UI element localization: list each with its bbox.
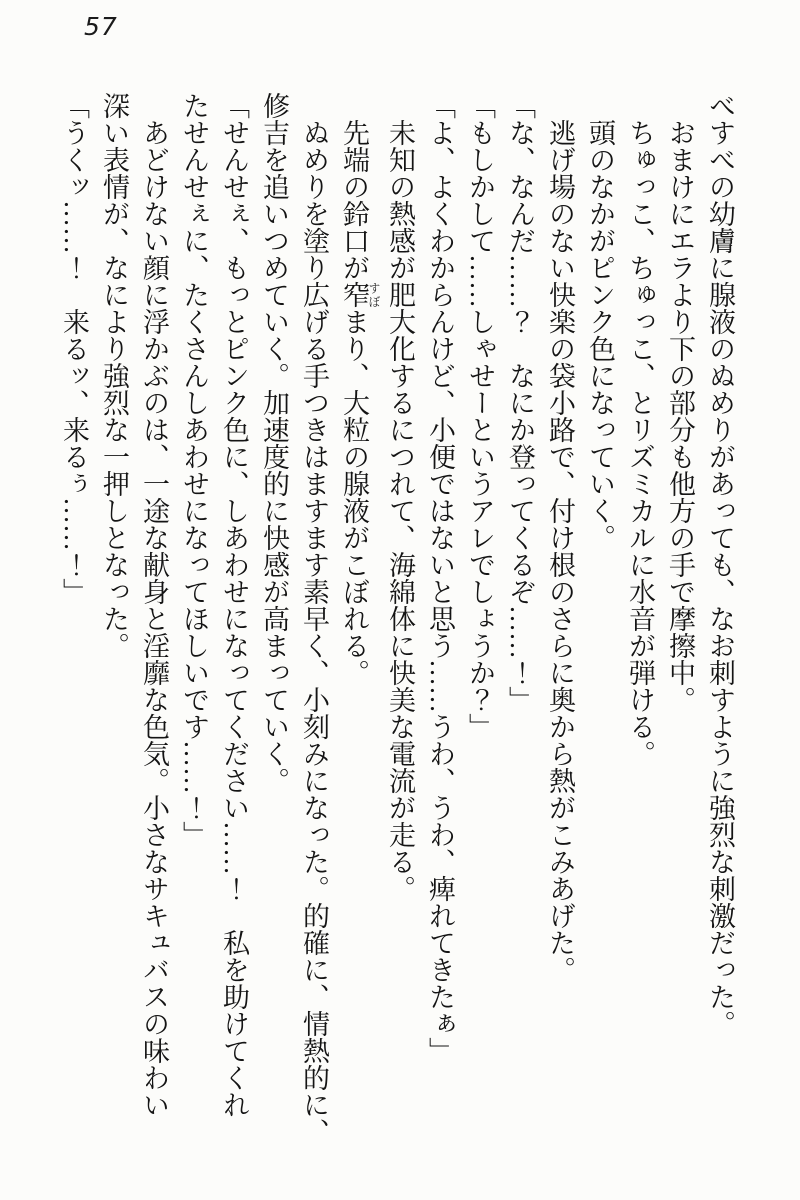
page-number: 57 xyxy=(84,12,118,41)
text-column: べすべの幼膚に腺液のぬめりがあっても、なお刺すように強烈な刺激だった。 xyxy=(705,92,735,1037)
text-column: 「な、なんだ……？ なにか登ってくるぞ……！」 xyxy=(505,92,535,713)
text-column: 「よ、よくわからんけど、小便ではないと思う……うわ、うわ、痺れてきたぁ」 xyxy=(425,92,455,1064)
text-column: 「せんせぇ、もっとピンク色に、しあわせになってください……！ 私を助けてくれ xyxy=(219,92,249,1118)
text-column: おまけにエラより下の部分も他方の手で摩擦中。 xyxy=(665,119,695,713)
text-column: あどけない顔に浮かぶのは、一途な献身と淫靡な色気。小さなサキュバスの味わい xyxy=(139,119,169,1118)
text-column: 「もしかして……しゃせーというアレでしょうか？」 xyxy=(465,92,495,740)
text-column: たせんせぇに、たくさんしあわせになってほしいです……！」 xyxy=(179,92,209,848)
text-column: 深い表情が、なにより強烈な一押しとなった。 xyxy=(99,92,129,659)
text-column: 未知の熱感が肥大化するにつれて、海綿体に快美な電流が走る。 xyxy=(385,119,415,902)
text-column: ぬめりを塗り広げる手つきはますます素早く、小刻みになった。的確に、情熱的に、 xyxy=(299,119,329,1145)
text-block xyxy=(54,92,740,1162)
text-column: 「うくッ……！ 来るッ、来るぅ……！」 xyxy=(59,92,89,605)
text-column: 先端の鈴口が窄すぼまり、大粒の腺液がこぼれる。 xyxy=(339,119,381,686)
text-column: 修吉を追いつめていく。加速度的に快感が高まっていく。 xyxy=(259,92,289,794)
ruby-annotated-text: 窄すぼ xyxy=(339,281,381,308)
text-column: 頭のなかがピンク色になっていく。 xyxy=(585,119,615,551)
text-column: 逃げ場のない快楽の袋小路で、付け根のさらに奥から熱がこみあげた。 xyxy=(545,119,575,983)
text-column: ちゅっこ、ちゅっこ、とリズミカルに水音が弾ける。 xyxy=(625,119,655,767)
